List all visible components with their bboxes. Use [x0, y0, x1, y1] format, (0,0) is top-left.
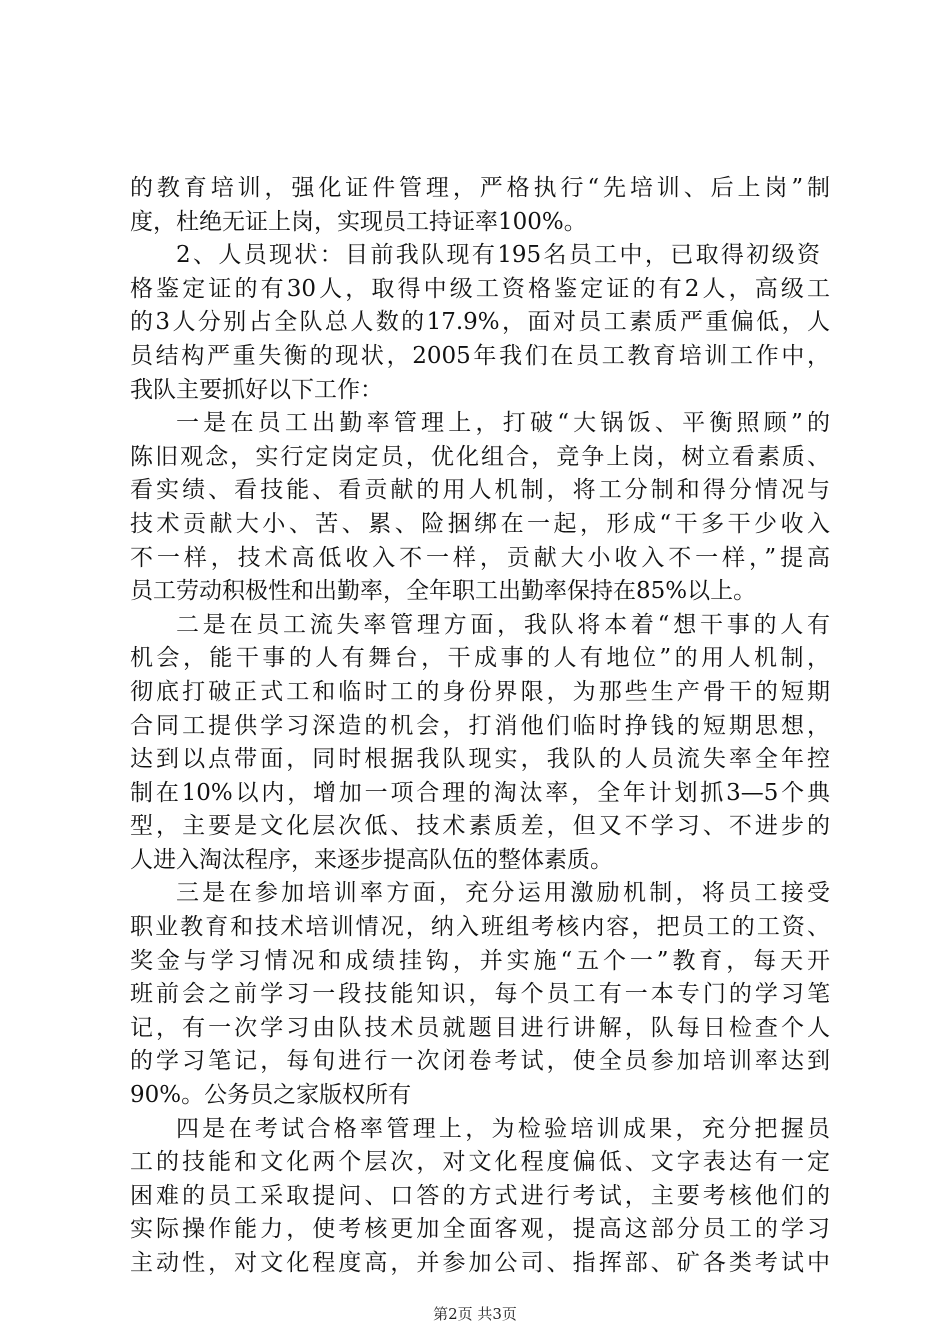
- text-line: 三是在参加培训率方面，充分运用激励机制，将员工接受: [176, 880, 830, 907]
- text-line: 的3人分别占全队总人数的17.9%，面对员工素质严重偏低，人: [130, 309, 830, 336]
- text-line: 90%。公务员之家版权所有: [130, 1082, 412, 1109]
- text-line: 的教育培训，强化证件管理，严格执行“先培训、后上岗”制: [130, 175, 830, 201]
- text-line: 困难的员工采取提问、口答的方式进行考试，主要考核他们的: [130, 1182, 830, 1209]
- text-line: 四是在考试合格率管理上，为检验培训成果，充分把握员: [176, 1115, 830, 1142]
- text-line: 我队主要抓好以下工作：: [130, 376, 383, 403]
- text-line: 员结构严重失衡的现状，2005年我们在员工教育培训工作中，: [130, 342, 830, 369]
- body-text: [130, 172, 830, 1281]
- text-line: 班前会之前学习一段技能知识，每个员工有一本专门的学习笔: [130, 981, 830, 1008]
- text-line: 陈旧观念，实行定岗定员，优化组合，竞争上岗，树立看素质、: [130, 443, 830, 470]
- text-line: 主动性，对文化程度高，并参加公司、指挥部、矿各类考试中: [130, 1250, 830, 1276]
- text-line: 合同工提供学习深造的机会，打消他们临时挣钱的短期思想，: [130, 712, 830, 739]
- text-line: 记，有一次学习由队技术员就题目进行讲解，队每日检查个人: [130, 1014, 830, 1041]
- text-line: 制在10%以内，增加一项合理的淘汰率，全年计划抓3—5个典: [130, 779, 830, 806]
- text-line: 型，主要是文化层次低、技术素质差，但又不学习、不进步的: [130, 813, 830, 840]
- text-line: 看实绩、看技能、看贡献的用人机制，将工分制和得分情况与: [130, 477, 830, 504]
- text-line: 机会，能干事的人有舞台，干成事的人有地位”的用人机制，: [130, 645, 830, 672]
- text-line: 不一样，技术高低收入不一样，贡献大小收入不一样，”提高: [130, 544, 830, 571]
- text-line: 达到以点带面，同时根据我队现实，我队的人员流失率全年控: [130, 746, 830, 773]
- text-line: 格鉴定证的有30人，取得中级工资格鉴定证的有2人，高级工: [130, 275, 830, 302]
- page-footer: 第2页 共3页: [433, 1305, 517, 1323]
- text-line: 的学习笔记，每旬进行一次闭卷考试，使全员参加培训率达到: [130, 1048, 830, 1075]
- text-line: 实际操作能力，使考核更加全面客观，提高这部分员工的学习: [130, 1216, 830, 1243]
- text-line: 工的技能和文化两个层次，对文化程度偏低、文字表达有一定: [130, 1149, 830, 1176]
- text-line: 奖金与学习情况和成绩挂钩，并实施“五个一”教育，每天开: [130, 947, 830, 974]
- text-line: 二是在员工流失率管理方面，我队将本着“想干事的人有: [176, 611, 830, 638]
- text-line: 一是在员工出勤率管理上，打破“大锅饭、平衡照顾”的: [176, 410, 830, 437]
- text-line: 职业教育和技术培训情况，纳入班组考核内容，把员工的工资、: [130, 914, 830, 941]
- text-line: 彻底打破正式工和临时工的身份界限，为那些生产骨干的短期: [130, 678, 830, 705]
- text-line: 员工劳动积极性和出勤率，全年职工出勤率保持在85%以上。: [130, 578, 757, 605]
- text-line: 技术贡献大小、苦、累、险捆绑在一起，形成“干多干少收入: [130, 510, 830, 537]
- text-line: 度，杜绝无证上岗，实现员工持证率100%。: [130, 208, 587, 235]
- text-line: 2、人员现状：目前我队现有195名员工中，已取得初级资: [176, 242, 820, 269]
- text-line: 人进入淘汰程序，来逐步提高队伍的整体素质。: [130, 846, 613, 873]
